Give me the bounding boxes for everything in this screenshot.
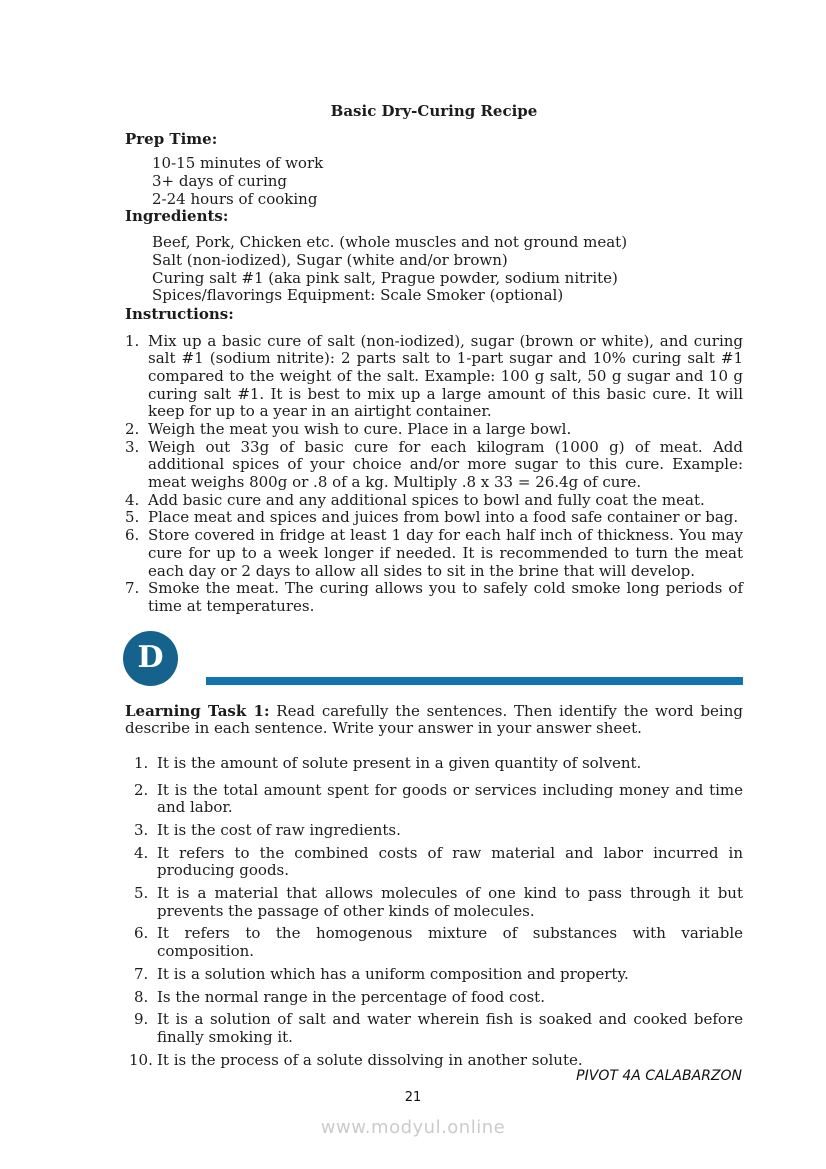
item-text: Add basic cure and any additional spices to bowl and fully coat the meat. (148, 490, 705, 509)
list-item: 2-24 hours of cooking (152, 189, 318, 208)
list-item (125, 845, 743, 880)
letter-d-badge: D (123, 631, 178, 686)
list-item: Spices/flavorings Equipment: Scale Smoker (optional) (152, 286, 564, 305)
item-text: It is the amount of solute present in a given quantity of solvent. (157, 753, 642, 772)
list-item: Beef, Pork, Chicken etc. (whole muscles and not ground meat) (152, 233, 628, 252)
list-item (125, 966, 743, 984)
list-item (125, 755, 743, 773)
list-item: 3+ days of curing (152, 172, 288, 191)
item-number: 3. (125, 437, 140, 456)
learning-task-list (125, 755, 743, 1069)
list-item: 10-15 minutes of work (152, 154, 324, 173)
learning-task-label: Learning Task 1: (125, 701, 270, 720)
item-text: It is the process of a solute dissolving in another solute. (157, 1050, 583, 1069)
list-item (125, 421, 743, 439)
list-item (125, 333, 743, 421)
instructions-label: Instructions: (125, 304, 234, 323)
item-text: It is the cost of raw ingredients. (157, 821, 401, 839)
item-number: 1. (134, 753, 149, 772)
list-item (125, 439, 743, 492)
list-item (125, 782, 743, 817)
item-number: 5. (125, 508, 140, 527)
item-number: 2. (125, 420, 140, 438)
item-number: 10. (129, 1050, 153, 1069)
list-item (125, 527, 743, 580)
list-item (125, 509, 743, 527)
page-title: Basic Dry-Curing Recipe (330, 102, 538, 120)
list-item (125, 989, 743, 1007)
list-item (125, 492, 743, 510)
item-text: It is the total amount spent for goods or services including money and time and labor. (157, 780, 743, 817)
item-text: It refers to the homogenous mixture of substances with variable composition. (157, 924, 743, 961)
section-marker (123, 631, 743, 686)
item-text: Store covered in fridge at least 1 day for each half inch of thickness. You may cure for up to a week longer if needed. It is recommended to turn the meat each day or 2 days to allow all sides to sit in the brine that will develop. (148, 526, 743, 580)
item-number: 7. (134, 964, 149, 983)
item-text: Place meat and spices and juices from bowl into a food safe container or bag. (148, 508, 739, 527)
learning-task-text: Read carefully the sentences. Then identify the word being describe in each sentence. Write your answer in your answer sheet. (125, 701, 743, 738)
item-text: It is a material that allows molecules of one kind to pass through it but prevents the passage of other kinds of molecules. (157, 884, 743, 920)
list-item (125, 1052, 743, 1070)
prep-time-label: Prep Time: (125, 129, 218, 148)
learning-task-intro (125, 703, 743, 738)
item-number: 3. (134, 821, 149, 839)
item-number: 6. (125, 526, 140, 545)
item-number: 4. (134, 843, 149, 862)
watermark: www.modyul.online (320, 1117, 506, 1138)
list-item (125, 1011, 743, 1046)
item-text: It refers to the combined costs of raw material and labor incurred in producing goods. (157, 843, 743, 880)
list-item (125, 822, 743, 840)
item-number: 4. (125, 490, 140, 509)
list-item (125, 885, 743, 920)
footer-brand: PIVOT 4A CALABARZON (576, 1068, 742, 1084)
item-text: Weigh out 33g of basic cure for each kilogram (1000 g) of meat. Add additional spices of your choice and/or more sugar to this cure. Example: meat weighs 800g or .8 of a kg. Multiply .8 x 33 = 26.4g of cure. (148, 437, 743, 492)
item-text: It is a solution of salt and water wherein fish is soaked and cooked before finally smoking it. (157, 1010, 743, 1046)
item-number: 1. (125, 331, 140, 350)
divider-line (206, 677, 743, 685)
item-text: It is a solution which has a uniform composition and property. (157, 964, 629, 983)
list-item (125, 580, 743, 615)
ingredients-list (125, 234, 743, 305)
list-item: Curing salt #1 (aka pink salt, Prague powder, sodium nitrite) (152, 268, 618, 287)
item-text: Weigh the meat you wish to cure. Place in a large bowl. (148, 420, 572, 438)
list-item (125, 925, 743, 960)
item-number: 5. (134, 884, 149, 903)
item-number: 8. (134, 987, 149, 1006)
item-text: Mix up a basic cure of salt (non-iodized), sugar (brown or white), and curing salt #1 (sodium nitrite): 2 parts salt to 1-part sugar and 10% curing salt #1 compared to the weight of the salt. Example: 100 g salt, 50 g sugar and 10 g curing salt #1. It is best to mix up a large amount of this basic cure. It will keep for up to a year in an airtight container. (148, 331, 743, 421)
page-number: 21 (404, 1090, 422, 1105)
list-item: Salt (non-iodized), Sugar (white and/or brown) (152, 250, 508, 269)
prep-time-list (125, 155, 743, 208)
item-number: 2. (134, 780, 149, 799)
item-text: Is the normal range in the percentage of food cost. (157, 987, 545, 1006)
item-number: 7. (125, 579, 140, 598)
instructions-list (125, 333, 743, 616)
ingredients-label: Ingredients: (125, 207, 229, 226)
page-content (125, 103, 743, 1074)
item-text: Smoke the meat. The curing allows you to safely cold smoke long periods of time at temperatures. (148, 579, 743, 615)
item-number: 9. (134, 1010, 149, 1029)
item-number: 6. (134, 924, 149, 943)
